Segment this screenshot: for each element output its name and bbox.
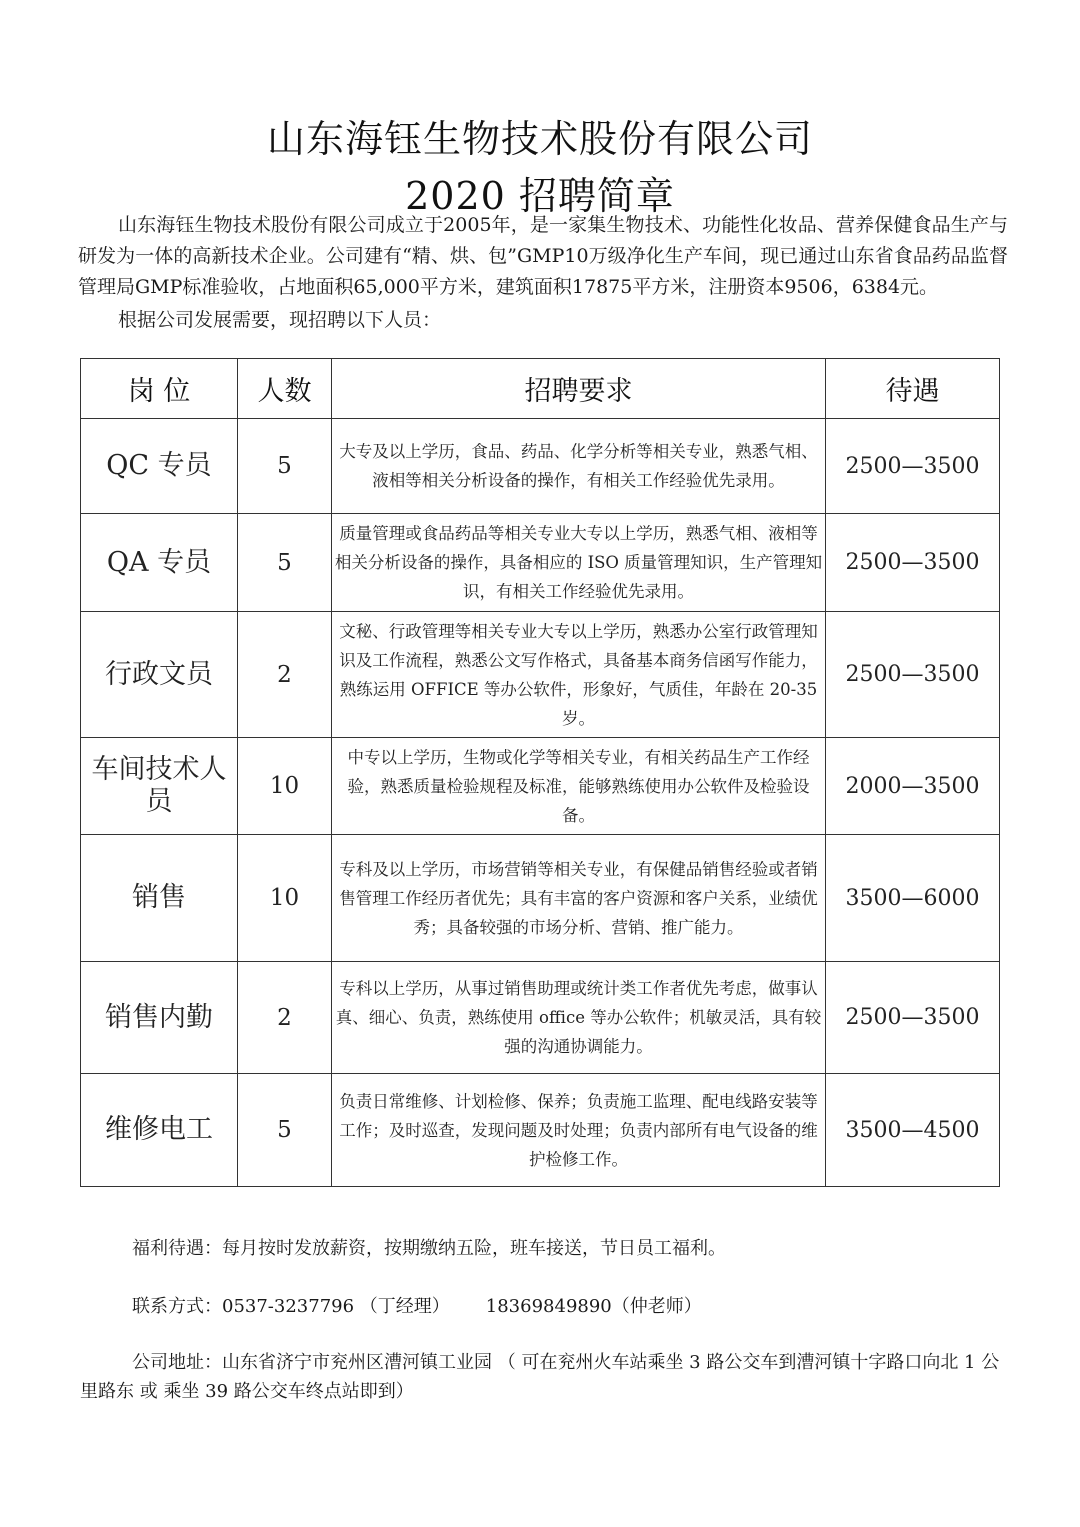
benefits-text: 福利待遇：每月按时发放薪资，按期缴纳五险，班车接送，节日员工福利。	[132, 1238, 726, 1259]
salary-cell: 2500—3500	[826, 419, 1000, 514]
position-cell: QC 专员	[81, 419, 238, 514]
salary-cell: 2500—3500	[826, 514, 1000, 612]
count-cell: 2	[238, 962, 332, 1074]
count-cell: 5	[238, 419, 332, 514]
jobs-table	[80, 358, 1000, 1187]
table-row	[81, 612, 1000, 738]
table-row	[81, 1074, 1000, 1187]
salary-cell: 2000—3500	[826, 738, 1000, 835]
table-row	[81, 962, 1000, 1074]
table-header-row	[81, 359, 1000, 419]
requirements-cell: 专科以上学历，从事过销售助理或统计类工作者优先考虑，做事认真、细心、负责，熟练使用 office 等办公软件；机敏灵活，具有较强的沟通协调能力。	[332, 962, 826, 1074]
position-cell: 销售内勤	[81, 962, 238, 1074]
position-cell: 维修电工	[81, 1074, 238, 1187]
requirements-cell: 质量管理或食品药品等相关专业大专以上学历，熟悉气相、液相等相关分析设备的操作，具备相应的 ISO 质量管理知识，生产管理知识，有相关工作经验优先录用。	[332, 514, 826, 612]
requirements-cell: 中专以上学历，生物或化学等相关专业，有相关药品生产工作经验，熟悉质量检验规程及标准，能够熟练使用办公软件及检验设备。	[332, 738, 826, 835]
header-count: 人数	[238, 359, 332, 419]
contact-label: 联系方式：	[132, 1296, 222, 1317]
contact-phone-1: 0537-3237796 （丁经理）	[222, 1296, 450, 1317]
company-address: 公司地址：山东省济宁市兖州区漕河镇工业园 （ 可在兖州火车站乘坐 3 路公交车到漕河镇十字路口向北 1 公里路东 或 乘坐 39 路公交车终点站即到）	[80, 1352, 1000, 1402]
table-row	[81, 514, 1000, 612]
contact-phone-2: 18369849890（仲老师）	[485, 1296, 702, 1317]
header-salary: 待遇	[826, 359, 1000, 419]
salary-cell: 2500—3500	[826, 612, 1000, 738]
company-intro: 山东海钰生物技术股份有限公司成立于2005年，是一家集生物技术、功能性化妆品、营养保健食品生产与研发为一体的高新技术企业。公司建有“精、烘、包”GMP10万级净化生产车间，现已通过山东省食品药品监督管理局GMP标准验收，占地面积65,000平方米，建筑面积17875平方米，注册资本9506，6384元。	[78, 214, 1008, 298]
recruitment-subtitle: 2020 招聘简章	[405, 174, 675, 218]
company-title: 山东海钰生物技术股份有限公司	[266, 117, 813, 161]
recruitment-lead: 根据公司发展需要，现招聘以下人员：	[118, 309, 442, 331]
requirements-cell: 文秘、行政管理等相关专业大专以上学历，熟悉办公室行政管理知识及工作流程，熟悉公文写作格式，具备基本商务信函写作能力，熟练运用 OFFICE 等办公软件，形象好，气质佳，年龄在 20-35 岁。	[332, 612, 826, 738]
count-cell: 10	[238, 738, 332, 835]
table-row	[81, 738, 1000, 835]
position-cell: 行政文员	[81, 612, 238, 738]
table-row	[81, 419, 1000, 514]
count-cell: 10	[238, 835, 332, 962]
salary-cell: 3500—6000	[826, 835, 1000, 962]
position-cell: 车间技术人员	[81, 738, 238, 835]
count-cell: 2	[238, 612, 332, 738]
contact-info	[132, 1292, 702, 1318]
header-requirements: 招聘要求	[332, 359, 826, 419]
header-position: 岗 位	[81, 359, 238, 419]
requirements-cell: 负责日常维修、计划检修、保养；负责施工监理、配电线路安装等工作；及时巡查，发现问题及时处理；负责内部所有电气设备的维护检修工作。	[332, 1074, 826, 1187]
position-cell: QA 专员	[81, 514, 238, 612]
salary-cell: 3500—4500	[826, 1074, 1000, 1187]
salary-cell: 2500—3500	[826, 962, 1000, 1074]
table-row	[81, 835, 1000, 962]
requirements-cell: 大专及以上学历，食品、药品、化学分析等相关专业，熟悉气相、液相等相关分析设备的操作，有相关工作经验优先录用。	[332, 419, 826, 514]
position-cell: 销售	[81, 835, 238, 962]
count-cell: 5	[238, 514, 332, 612]
count-cell: 5	[238, 1074, 332, 1187]
requirements-cell: 专科及以上学历，市场营销等相关专业，有保健品销售经验或者销售管理工作经历者优先；具有丰富的客户资源和客户关系，业绩优秀；具备较强的市场分析、营销、推广能力。	[332, 835, 826, 962]
